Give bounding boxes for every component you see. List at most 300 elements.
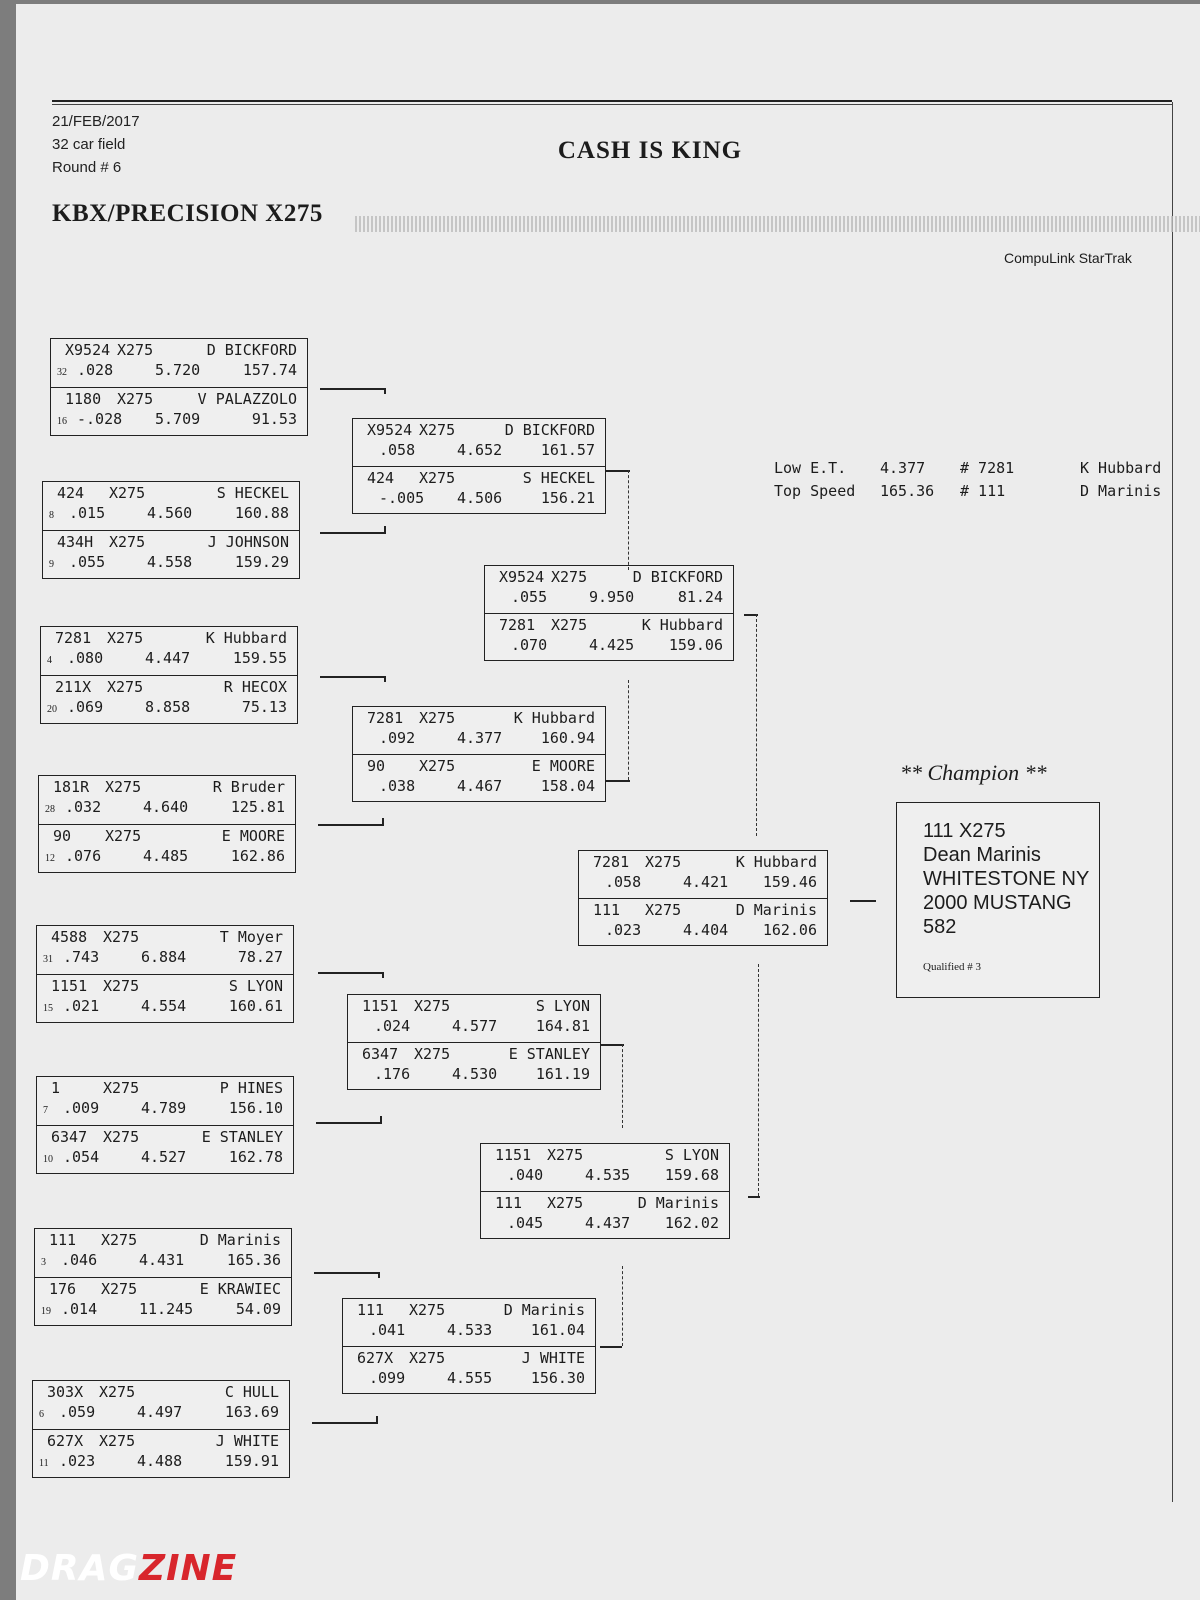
lane-top-entry [51, 339, 307, 387]
reaction-time: .058 [605, 872, 642, 891]
car-number: X9524 [499, 568, 545, 586]
driver-name: D Marinis [503, 1301, 585, 1319]
bracket-connector [312, 1422, 378, 1424]
car-class: X275 [414, 1045, 451, 1063]
lane-top-entry [35, 1229, 291, 1277]
car-class: X275 [645, 901, 682, 919]
driver-name: D Marinis [199, 1231, 281, 1249]
speed-mph: 162.06 [762, 920, 817, 939]
speed-mph: 158.04 [540, 776, 595, 795]
speed-mph: 159.06 [668, 635, 723, 654]
round1-matchup [34, 1228, 292, 1326]
qualifying-seed: 15 [43, 1003, 53, 1014]
elapsed-time: 8.858 [145, 698, 191, 716]
reaction-time: -.005 [379, 488, 425, 507]
top-speed-car: # 111 [960, 482, 1006, 500]
speed-mph: 75.13 [241, 698, 287, 716]
dragzine-logo [20, 1548, 237, 1589]
driver-name: E STANLEY [508, 1045, 590, 1063]
elapsed-time: 4.558 [147, 553, 193, 571]
champion-qualified: Qualified # 3 [923, 961, 982, 973]
driver-name: K Hubbard [513, 709, 595, 727]
lane-bottom-entry [37, 974, 293, 1023]
lane-bottom-entry [485, 613, 733, 661]
entry-run-line [43, 553, 299, 577]
entry-run-line [39, 847, 295, 871]
qualifying-seed: 9 [49, 559, 54, 570]
bracket-connector [600, 1346, 622, 1348]
bracket-dashed-connector [758, 964, 759, 1196]
elapsed-time: 4.640 [143, 798, 189, 816]
bracket-connector [600, 1044, 624, 1046]
entry-run-line [39, 798, 295, 822]
low-et-value: 4.377 [880, 459, 926, 477]
elapsed-time: 4.533 [447, 1320, 493, 1339]
car-number: 111 [49, 1231, 77, 1249]
car-class: X275 [645, 853, 682, 871]
lane-bottom-entry [353, 754, 605, 802]
lane-top-entry [353, 419, 605, 466]
car-number: 1151 [51, 977, 88, 995]
bracket-connector [748, 1196, 760, 1198]
round2-matchup [342, 1298, 596, 1394]
bracket-connector [606, 780, 630, 782]
logo-part-drag: DRAG [20, 1548, 140, 1589]
entry-run-line [37, 1099, 293, 1123]
lane-bottom-entry [43, 530, 299, 579]
car-number: 6347 [362, 1045, 399, 1063]
qualifying-seed: 16 [57, 416, 67, 427]
elapsed-time: 4.437 [585, 1213, 631, 1232]
bracket-connector [320, 532, 386, 534]
speed-mph: 159.46 [762, 872, 817, 891]
bracket-connector [850, 900, 876, 902]
elapsed-time: 11.245 [139, 1300, 194, 1318]
driver-name: T Moyer [219, 928, 283, 946]
elapsed-time: 4.377 [457, 728, 503, 747]
entry-run-line [343, 1321, 595, 1345]
entry-run-line [353, 441, 605, 465]
car-number: 111 [593, 901, 621, 919]
bracket-connector [320, 676, 386, 678]
round1-matchup [40, 626, 298, 724]
elapsed-time: 9.950 [589, 587, 635, 606]
driver-name: D BICKFORD [504, 421, 595, 439]
entry-run-line [481, 1166, 729, 1190]
elapsed-time: 4.488 [137, 1452, 183, 1470]
logo-part-zine: ZINE [139, 1548, 238, 1589]
car-number: 6347 [51, 1128, 88, 1146]
round2-matchup [352, 418, 606, 514]
speed-mph: 165.36 [226, 1251, 281, 1269]
elapsed-time: 4.506 [457, 488, 503, 507]
reaction-time: .080 [67, 649, 104, 667]
bracket-connector [318, 824, 384, 826]
race-date: 21/FEB/2017 [52, 113, 140, 130]
reaction-time: .099 [369, 1368, 406, 1387]
car-class: X275 [551, 616, 588, 634]
reaction-time: .176 [374, 1064, 411, 1083]
reaction-time: .058 [379, 440, 416, 459]
driver-name: D Marinis [735, 901, 817, 919]
qualifying-seed: 28 [45, 804, 55, 815]
elapsed-time: 4.425 [589, 635, 635, 654]
entry-run-line [353, 777, 605, 801]
round1-matchup [38, 775, 296, 873]
lane-top-entry [41, 627, 297, 675]
driver-name: E KRAWIEC [199, 1280, 281, 1298]
event-title: KBX/PRECISION X275 [52, 200, 323, 227]
champion-car: 111 X275 [923, 820, 1006, 842]
qualifying-seed: 32 [57, 367, 67, 378]
lane-bottom-entry [579, 898, 827, 946]
low-et-car: # 7281 [960, 459, 1015, 477]
speed-mph: 157.74 [242, 361, 297, 379]
elapsed-time: 4.577 [452, 1016, 498, 1035]
reaction-time: .055 [511, 587, 548, 606]
entry-run-line [348, 1065, 600, 1089]
entry-run-line [37, 948, 293, 972]
page-border-right [1172, 102, 1173, 1502]
car-number: 424 [367, 469, 395, 487]
car-number: 1151 [362, 997, 399, 1015]
car-class: X275 [107, 678, 144, 696]
reaction-time: .743 [63, 948, 100, 966]
speed-mph: 162.86 [230, 847, 285, 865]
car-number: 7281 [55, 629, 92, 647]
lane-bottom-entry [33, 1429, 289, 1478]
low-et-label: Low E.T. [774, 459, 847, 477]
driver-name: S HECKEL [216, 484, 289, 502]
page-title: CASH IS KING [557, 137, 743, 164]
driver-name: D Marinis [637, 1194, 719, 1212]
elapsed-time: 4.555 [447, 1368, 493, 1387]
qualifying-seed: 4 [47, 655, 52, 666]
bracket-dashed-connector [622, 1044, 623, 1128]
reaction-time: .009 [63, 1099, 100, 1117]
lane-bottom-entry [41, 675, 297, 724]
entry-run-line [485, 636, 733, 660]
reaction-time: .070 [511, 635, 548, 654]
driver-name: S LYON [664, 1146, 719, 1164]
driver-name: D BICKFORD [632, 568, 723, 586]
driver-name: D BICKFORD [206, 341, 297, 359]
car-number: 4588 [51, 928, 88, 946]
car-class: X275 [551, 568, 588, 586]
reaction-time: .014 [61, 1300, 98, 1318]
car-number: 181R [53, 778, 90, 796]
car-number: 7281 [367, 709, 404, 727]
entry-run-line [353, 729, 605, 753]
elapsed-time: 5.720 [155, 361, 201, 379]
car-class: X275 [101, 1280, 138, 1298]
speed-mph: 125.81 [230, 798, 285, 816]
car-class: X275 [105, 778, 142, 796]
elapsed-time: 4.527 [141, 1148, 187, 1166]
car-number: 90 [367, 757, 386, 775]
entry-run-line [41, 649, 297, 673]
car-class: X275 [109, 533, 146, 551]
reaction-time: .041 [369, 1320, 406, 1339]
driver-name: R HECOX [223, 678, 287, 696]
lane-bottom-entry [51, 387, 307, 436]
qualifying-seed: 7 [43, 1105, 48, 1116]
elapsed-time: 4.652 [457, 440, 503, 459]
speed-mph: 162.78 [228, 1148, 283, 1166]
lane-top-entry [353, 707, 605, 754]
champion-engine: 582 [923, 916, 957, 938]
bracket-dashed-connector [628, 680, 629, 780]
car-class: X275 [419, 709, 456, 727]
round1-matchup [42, 481, 300, 579]
champion-box [896, 802, 1100, 998]
round2-matchup [352, 706, 606, 802]
speed-mph: 159.55 [232, 649, 287, 667]
reaction-time: .028 [77, 361, 114, 379]
bracket-connector [318, 972, 384, 974]
driver-name: K Hubbard [641, 616, 723, 634]
bracket-connector [376, 1416, 378, 1422]
entry-run-line [37, 1148, 293, 1172]
entry-run-line [348, 1017, 600, 1041]
reaction-time: .024 [374, 1016, 411, 1035]
driver-name: J WHITE [521, 1349, 585, 1367]
entry-run-line [43, 504, 299, 528]
round1-matchup [32, 1380, 290, 1478]
elapsed-time: 4.497 [137, 1403, 183, 1421]
bracket-connector [382, 972, 384, 978]
reaction-time: .059 [59, 1403, 96, 1421]
car-class: X275 [107, 629, 144, 647]
speed-mph: 160.94 [540, 728, 595, 747]
reaction-time: .023 [605, 920, 642, 939]
car-class: X275 [419, 469, 456, 487]
driver-name: P HINES [219, 1079, 283, 1097]
entry-run-line [37, 997, 293, 1021]
elapsed-time: 4.404 [683, 920, 729, 939]
reaction-time: .069 [67, 698, 104, 716]
elapsed-time: 5.709 [155, 410, 201, 428]
speed-mph: 54.09 [235, 1300, 281, 1318]
speed-mph: 161.04 [530, 1320, 585, 1339]
bracket-connector [606, 470, 630, 472]
bracket-connector [320, 388, 386, 390]
round1-matchup [36, 1076, 294, 1174]
car-number: 627X [47, 1432, 84, 1450]
driver-name: C HULL [224, 1383, 279, 1401]
qualifying-seed: 19 [41, 1306, 51, 1317]
bracket-connector [378, 1272, 380, 1278]
car-number: 7281 [593, 853, 630, 871]
reaction-time: .092 [379, 728, 416, 747]
lane-bottom-entry [39, 824, 295, 873]
driver-name: E MOORE [531, 757, 595, 775]
header-rule-thin [52, 104, 1172, 105]
entry-run-line [481, 1214, 729, 1238]
car-number: 1151 [495, 1146, 532, 1164]
low-et-driver: K Hubbard [1080, 459, 1162, 477]
speed-mph: 163.69 [224, 1403, 279, 1421]
reaction-time: .032 [65, 798, 102, 816]
lane-bottom-entry [343, 1346, 595, 1394]
qualifying-seed: 12 [45, 853, 55, 864]
round3-matchup [480, 1143, 730, 1239]
car-class: X275 [117, 341, 154, 359]
top-speed-value: 165.36 [880, 482, 935, 500]
speed-mph: 160.61 [228, 997, 283, 1015]
car-class: X275 [547, 1194, 584, 1212]
reaction-time: .046 [61, 1251, 98, 1269]
top-speed-driver: D Marinis [1080, 482, 1162, 500]
driver-name: K Hubbard [205, 629, 287, 647]
lane-top-entry [33, 1381, 289, 1429]
reaction-time: .076 [65, 847, 102, 865]
elapsed-time: 6.884 [141, 948, 187, 966]
elapsed-time: 4.535 [585, 1165, 631, 1184]
speed-mph: 78.27 [237, 948, 283, 966]
entry-run-line [35, 1300, 291, 1324]
speed-mph: 81.24 [677, 587, 723, 606]
driver-name: J JOHNSON [207, 533, 289, 551]
champion-driver: Dean Marinis [923, 844, 1041, 866]
lane-top-entry [579, 851, 827, 898]
driver-name: S LYON [228, 977, 283, 995]
driver-name: S LYON [535, 997, 590, 1015]
driver-name: V PALAZZOLO [197, 390, 297, 408]
reaction-time: .040 [507, 1165, 544, 1184]
car-class: X275 [103, 977, 140, 995]
lane-bottom-entry [481, 1191, 729, 1239]
champion-vehicle: 2000 MUSTANG [923, 892, 1072, 914]
car-class: X275 [103, 1079, 140, 1097]
speed-mph: 160.88 [234, 504, 289, 522]
speed-mph: 91.53 [251, 410, 297, 428]
entry-run-line [343, 1369, 595, 1393]
lane-top-entry [348, 995, 600, 1042]
round1-matchup [36, 925, 294, 1023]
car-number: 1 [51, 1079, 61, 1097]
final-matchup [578, 850, 828, 946]
speed-mph: 162.02 [664, 1213, 719, 1232]
timing-brand: CompuLink StarTrak [1004, 250, 1132, 266]
elapsed-time: 4.554 [141, 997, 187, 1015]
car-number: 434H [57, 533, 94, 551]
qualifying-seed: 31 [43, 954, 53, 965]
lane-bottom-entry [35, 1277, 291, 1326]
bracket-dashed-connector [628, 470, 629, 570]
reaction-time: -.028 [77, 410, 123, 428]
reaction-time: .023 [59, 1452, 96, 1470]
car-number: 176 [49, 1280, 77, 1298]
lane-bottom-entry [353, 466, 605, 514]
round3-matchup [484, 565, 734, 661]
bracket-dashed-connector [756, 614, 757, 836]
elapsed-time: 4.431 [139, 1251, 185, 1269]
entry-run-line [353, 489, 605, 513]
entry-run-line [485, 588, 733, 612]
car-class: X275 [99, 1383, 136, 1401]
bracket-connector [314, 1272, 380, 1274]
car-class: X275 [419, 421, 456, 439]
car-class: X275 [419, 757, 456, 775]
qualifying-seed: 6 [39, 1409, 44, 1420]
speed-mph: 161.57 [540, 440, 595, 459]
car-class: X275 [414, 997, 451, 1015]
champion-heading: ** Champion ** [900, 760, 1047, 785]
reaction-time: .038 [379, 776, 416, 795]
car-class: X275 [117, 390, 154, 408]
entry-run-line [579, 873, 827, 897]
lane-top-entry [43, 482, 299, 530]
car-class: X275 [103, 1128, 140, 1146]
bracket-connector [380, 1116, 382, 1122]
round-number: Round # 6 [52, 159, 122, 176]
entry-run-line [41, 698, 297, 722]
driver-name: R Bruder [212, 778, 285, 796]
entry-run-line [51, 410, 307, 434]
lane-top-entry [343, 1299, 595, 1346]
car-number: X9524 [367, 421, 413, 439]
entry-run-line [579, 921, 827, 945]
title-hatch-band [355, 216, 1200, 232]
car-number: 7281 [499, 616, 536, 634]
entry-run-line [51, 361, 307, 385]
reaction-time: .045 [507, 1213, 544, 1232]
driver-name: K Hubbard [735, 853, 817, 871]
bracket-connector [384, 526, 386, 532]
car-number: 111 [357, 1301, 385, 1319]
reaction-time: .054 [63, 1148, 100, 1166]
driver-name: S HECKEL [522, 469, 595, 487]
car-class: X275 [409, 1301, 446, 1319]
car-class: X275 [409, 1349, 446, 1367]
reaction-time: .021 [63, 997, 100, 1015]
entry-run-line [33, 1452, 289, 1476]
entry-run-line [35, 1251, 291, 1275]
reaction-time: .015 [69, 504, 106, 522]
qualifying-seed: 20 [47, 704, 57, 715]
champion-hometown: WHITESTONE NY [923, 868, 1090, 890]
lane-top-entry [485, 566, 733, 613]
car-number: 90 [53, 827, 72, 845]
car-number: 211X [55, 678, 92, 696]
speed-mph: 159.91 [224, 1452, 279, 1470]
speed-mph: 159.68 [664, 1165, 719, 1184]
round1-matchup [50, 338, 308, 436]
qualifying-seed: 8 [49, 510, 54, 521]
header-rule [52, 100, 1172, 102]
bracket-dashed-connector [622, 1266, 623, 1346]
car-number: 424 [57, 484, 85, 502]
lane-top-entry [37, 1077, 293, 1125]
car-class: X275 [101, 1231, 138, 1249]
field-size: 32 car field [52, 136, 126, 153]
elapsed-time: 4.467 [457, 776, 503, 795]
reaction-time: .055 [69, 553, 106, 571]
car-number: 627X [357, 1349, 394, 1367]
driver-name: E MOORE [221, 827, 285, 845]
car-number: 111 [495, 1194, 523, 1212]
elapsed-time: 4.789 [141, 1099, 187, 1117]
top-speed-label: Top Speed [774, 482, 856, 500]
bracket-connector [384, 388, 386, 394]
car-class: X275 [99, 1432, 136, 1450]
elapsed-time: 4.560 [147, 504, 193, 522]
elapsed-time: 4.530 [452, 1064, 498, 1083]
bracket-connector [382, 818, 384, 824]
car-number: X9524 [65, 341, 111, 359]
qualifying-seed: 11 [39, 1458, 49, 1469]
